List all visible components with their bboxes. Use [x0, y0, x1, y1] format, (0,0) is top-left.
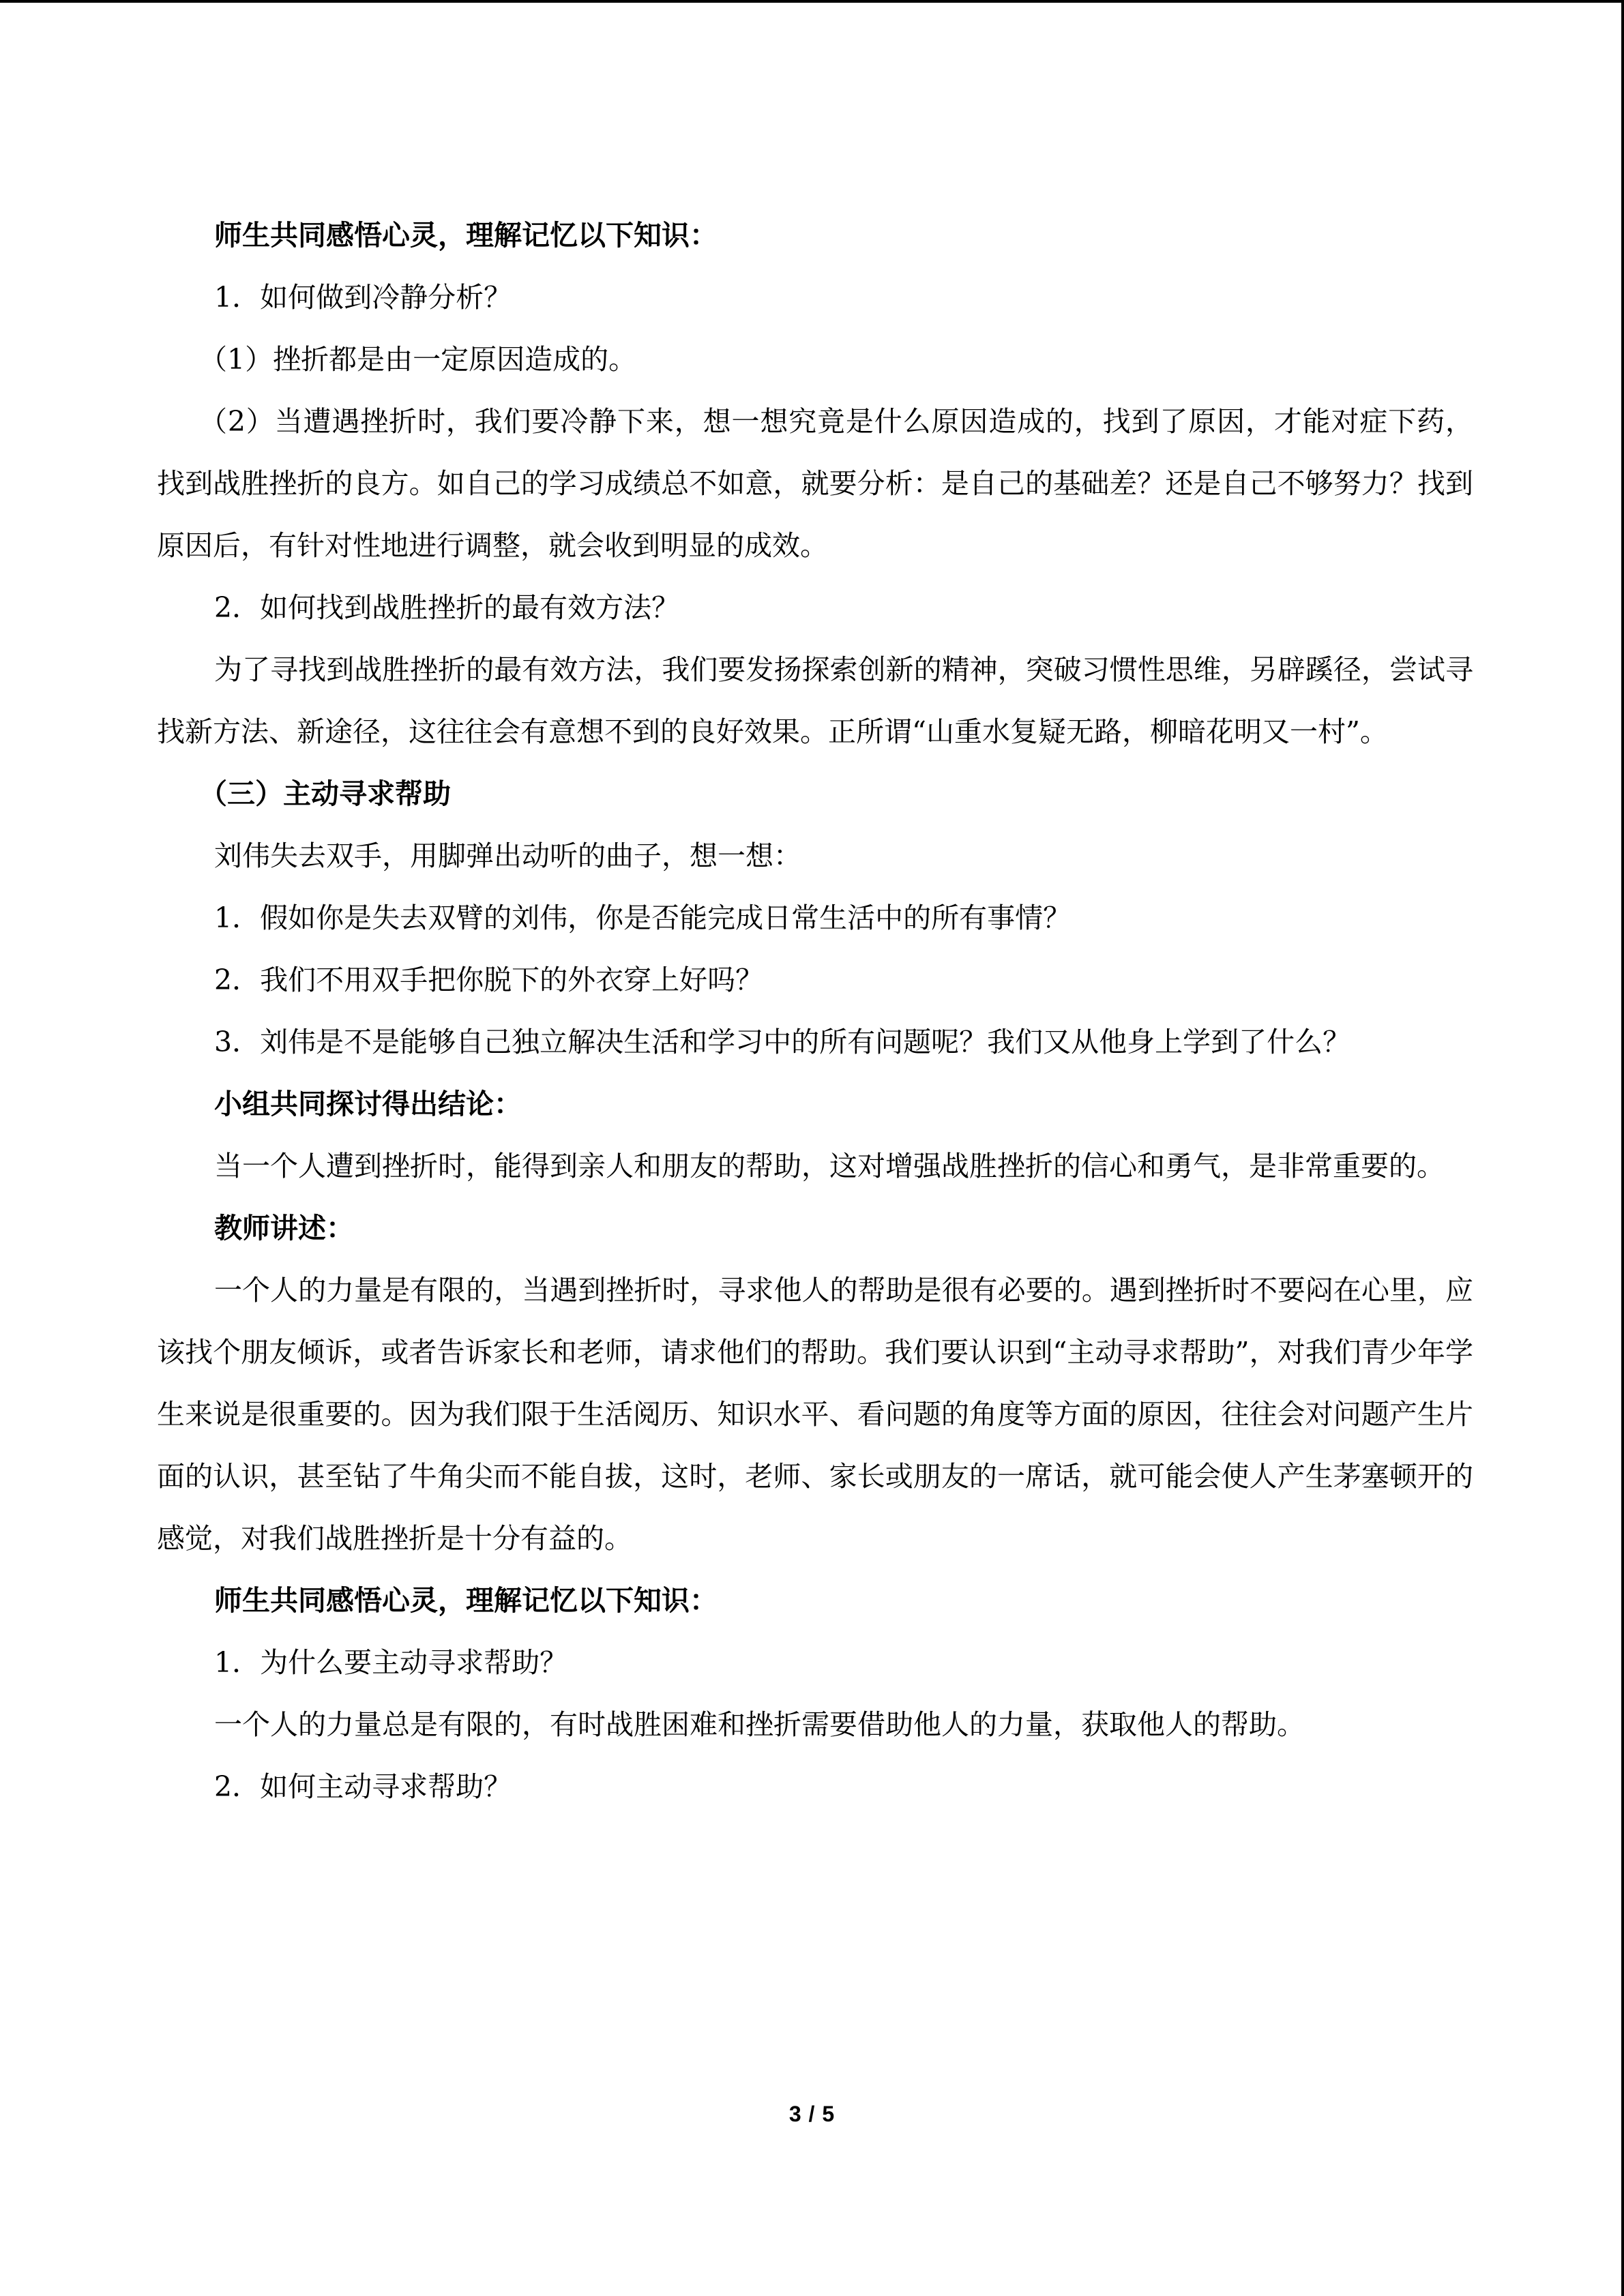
- answer-item: （1）挫折都是由一定原因造成的。: [199, 343, 637, 376]
- body-paragraph: 刘伟失去双手，用脚弹出动听的曲子，想一想：: [214, 839, 801, 872]
- question-item: 2．如何找到战胜挫折的最有效方法？: [214, 591, 680, 624]
- question-item: 1．如何做到冷静分析？: [214, 281, 512, 314]
- body-paragraph: 为了寻找到战胜挫折的最有效方法，我们要发扬探索创新的精神，突破习惯性思维，另辟蹊径，尝试寻找新方法、新途径，这往往会有意想不到的良好效果。正所谓“山重水复疑无路，柳暗花明又一村”。: [157, 653, 1473, 748]
- section-heading: 教师讲述：: [214, 1212, 354, 1244]
- section-heading: 小组共同探讨得出结论：: [214, 1088, 522, 1120]
- body-paragraph: 当一个人遭到挫折时，能得到亲人和朋友的帮助，这对增强战胜挫折的信心和勇气，是非常重要的。: [214, 1150, 1445, 1182]
- answer-item: （2）当遭遇挫折时，我们要冷静下来，想一想究竟是什么原因造成的，找到了原因，才能对症下药，找到战胜挫折的良方。如自己的学习成绩总不如意，就要分析：是自己的基础差？还是自己不够努力？找到原因后，有针对性地进行调整，就会收到明显的成效。: [157, 405, 1473, 562]
- document-body: [157, 205, 1473, 1818]
- subsection-title: （三）主动寻求帮助: [199, 777, 451, 810]
- page-border-right: [1621, 0, 1624, 2296]
- question-item: 2．我们不用双手把你脱下的外衣穿上好吗？: [214, 964, 764, 996]
- question-item: 1．为什么要主动寻求帮助？: [214, 1646, 568, 1679]
- question-item: 2．如何主动寻求帮助？: [214, 1770, 512, 1803]
- section-heading: 师生共同感悟心灵，理解记忆以下知识：: [214, 219, 718, 252]
- page-number: 3 / 5: [788, 2102, 836, 2126]
- body-paragraph: 一个人的力量是有限的，当遇到挫折时，寻求他人的帮助是很有必要的。遇到挫折时不要闷在心里，应该找个朋友倾诉，或者告诉家长和老师，请求他们的帮助。我们要认识到“主动寻求帮助”，对我们青少年学生来说是很重要的。因为我们限于生活阅历、知识水平、看问题的角度等方面的原因，往往会对问题产生片面的认识，甚至钻了牛角尖而不能自拔，这时，老师、家长或朋友的一席话，就可能会使人产生茅塞顿开的感觉，对我们战胜挫折是十分有益的。: [157, 1274, 1473, 1555]
- page-border-top: [0, 0, 1624, 3]
- question-item: 3．刘伟是不是能够自己独立解决生活和学习中的所有问题呢？我们又从他身上学到了什么？: [214, 1026, 1351, 1058]
- question-item: 1．假如你是失去双臂的刘伟，你是否能完成日常生活中的所有事情？: [214, 901, 1072, 934]
- body-paragraph: 一个人的力量总是有限的，有时战胜困难和挫折需要借助他人的力量，获取他人的帮助。: [214, 1708, 1305, 1741]
- section-heading: 师生共同感悟心灵，理解记忆以下知识：: [214, 1584, 718, 1617]
